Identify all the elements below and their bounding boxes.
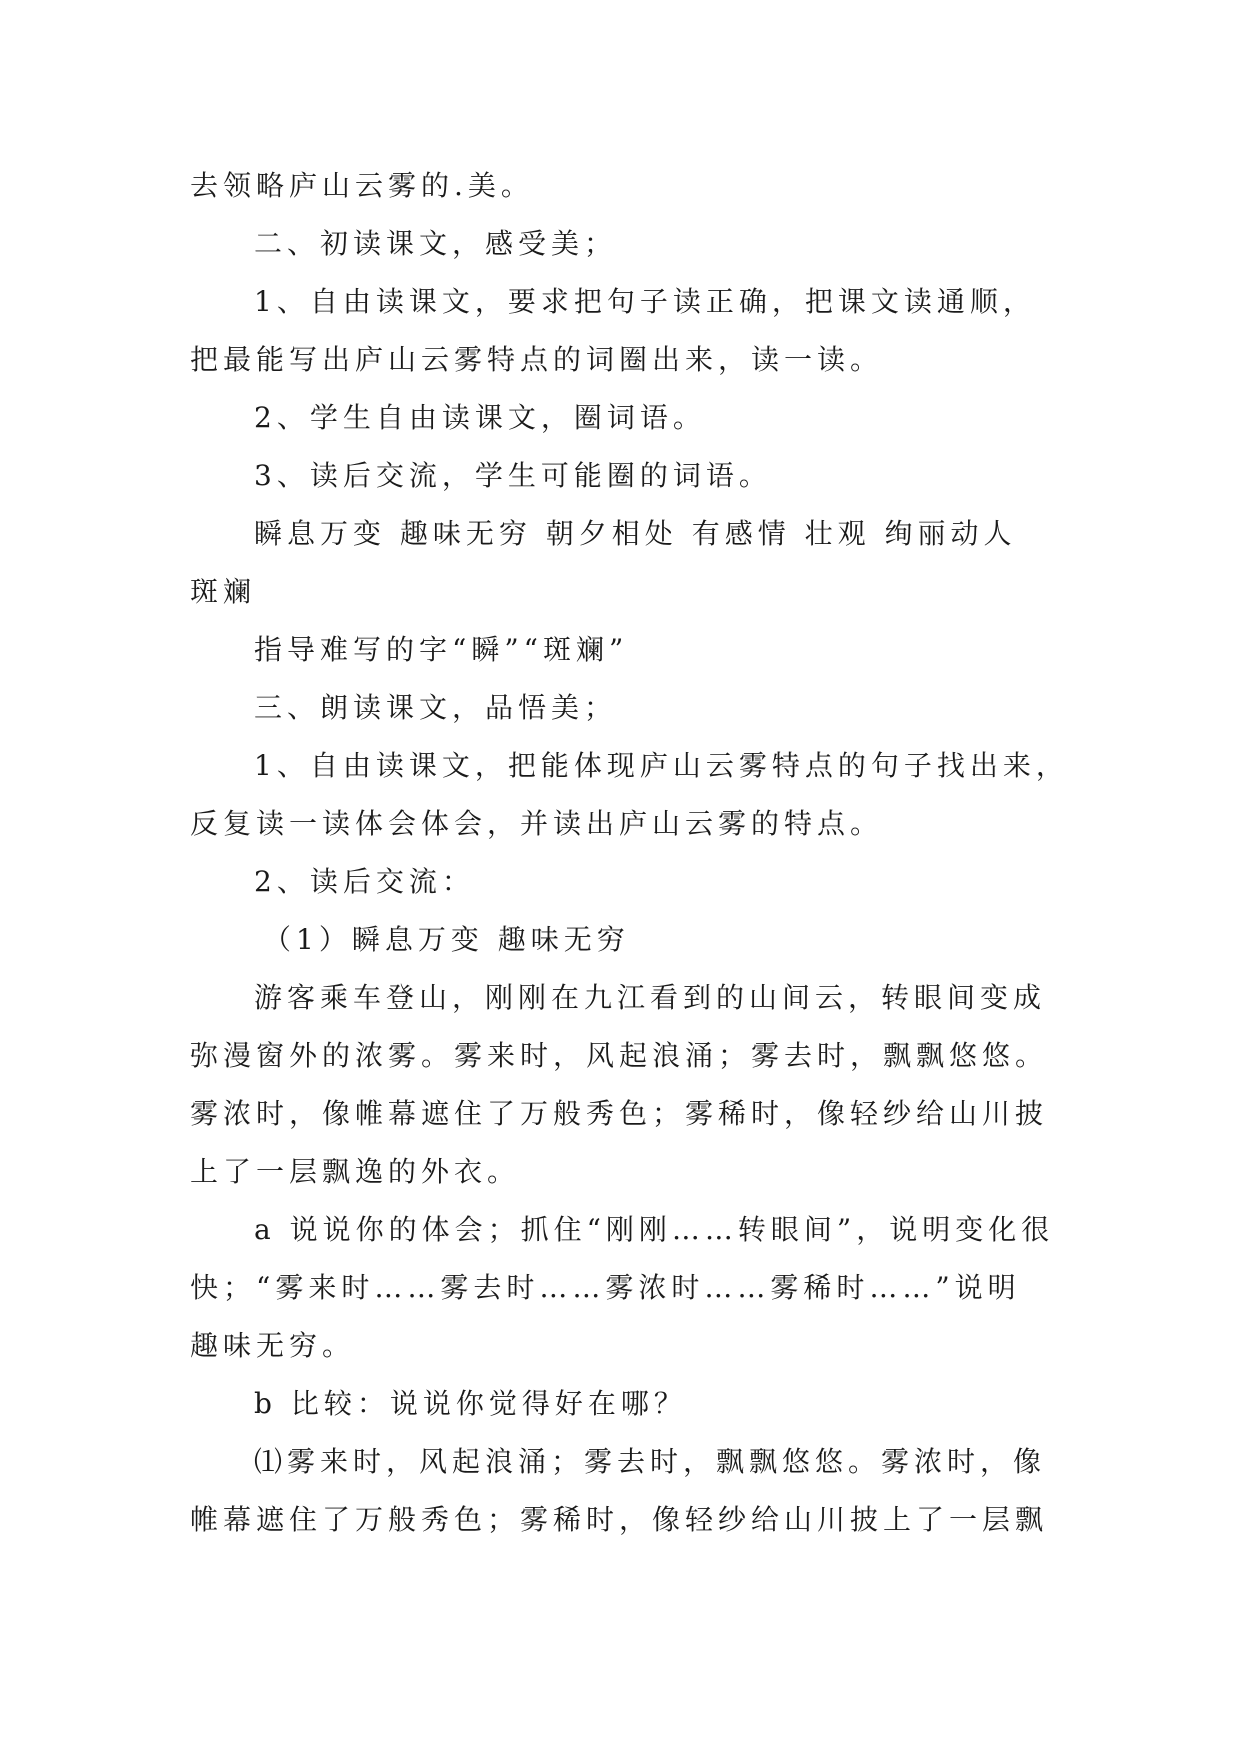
- subheading: （1）瞬息万变 趣味无穷: [263, 923, 630, 956]
- text-line: 1、自由读课文，要求把句子读正确，把课文读通顺，: [254, 285, 1036, 318]
- text-line: 趣味无穷。: [190, 1329, 356, 1362]
- text-line: 2、学生自由读课文，圈词语。: [254, 401, 706, 434]
- section-heading: 三、朗读课文，品悟美；: [254, 691, 618, 724]
- text-line: 3、读后交流，学生可能圈的词语。: [254, 459, 772, 492]
- text-line: a 说说你的体会；抓住“刚刚……转眼间”，说明变化很: [254, 1213, 1055, 1246]
- text-line: 2、读后交流：: [254, 865, 475, 898]
- text-line: 雾浓时，像帷幕遮住了万般秀色；雾稀时，像轻纱给山川披: [190, 1097, 1049, 1130]
- text-line: 把最能写出庐山云雾特点的词圈出来，读一读。: [190, 343, 884, 376]
- text-line: 指导难写的字“瞬”“斑斓”: [254, 633, 629, 666]
- text-line: b 比较：说说你觉得好在哪？: [254, 1387, 687, 1420]
- text-line: 反复读一读体会体会，并读出庐山云雾的特点。: [190, 807, 884, 840]
- section-heading: 二、初读课文，感受美；: [254, 227, 618, 260]
- text-line: 弥漫窗外的浓雾。雾来时，风起浪涌；雾去时，飘飘悠悠。: [190, 1039, 1049, 1072]
- word-list: 斑斓: [190, 575, 257, 608]
- text-line: 去领略庐山云雾的.美。: [190, 169, 534, 202]
- text-line: 上了一层飘逸的外衣。: [190, 1155, 521, 1188]
- text-line: 快；“雾来时……雾去时……雾浓时……雾稀时……”说明: [190, 1271, 1021, 1304]
- word-list: 瞬息万变 趣味无穷 朝夕相处 有感情 壮观 绚丽动人: [254, 517, 1017, 550]
- text-line: 帷幕遮住了万般秀色；雾稀时，像轻纱给山川披上了一层飘: [190, 1503, 1049, 1536]
- text-line: 游客乘车登山，刚刚在九江看到的山间云，转眼间变成: [254, 981, 1047, 1014]
- text-line: ⑴雾来时，风起浪涌；雾去时，飘飘悠悠。雾浓时，像: [254, 1445, 1047, 1478]
- text-line: 1、自由读课文，把能体现庐山云雾特点的句子找出来，: [254, 749, 1069, 782]
